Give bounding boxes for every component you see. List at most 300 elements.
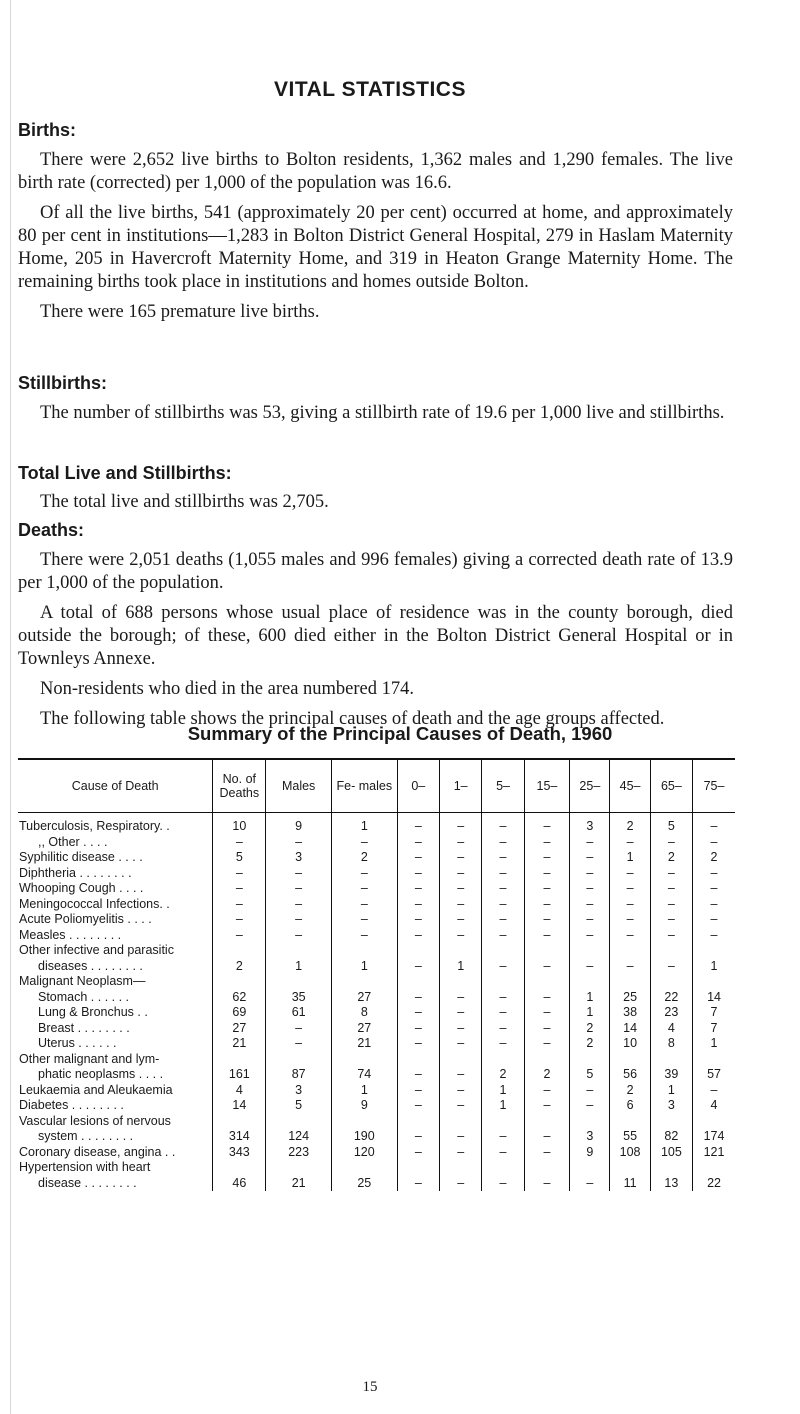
table-header-row	[18, 759, 735, 813]
value-cell: –	[650, 881, 692, 897]
cause-cell: Malignant Neoplasm—	[18, 974, 213, 990]
table-body	[18, 813, 735, 1192]
table-row	[18, 990, 735, 1006]
value-cell: 10	[213, 813, 266, 835]
value-cell: 1	[650, 1083, 692, 1099]
value-cell: 4	[710, 1098, 718, 1112]
value-cell: 14	[610, 1021, 650, 1037]
value-cell: 8	[650, 1036, 692, 1052]
value-cell: –	[397, 881, 439, 897]
value-cell: 190	[331, 1129, 397, 1145]
value-cell	[610, 1052, 650, 1068]
value-cell: –	[482, 1129, 524, 1145]
cause-cell: Meningococcal Infections. .	[18, 897, 213, 913]
value-cell: –	[482, 959, 524, 975]
value-cell: –	[610, 912, 650, 928]
value-cell: –	[650, 897, 692, 913]
header-age-15: 15–	[524, 759, 570, 813]
value-cell: 5	[650, 813, 692, 835]
value-cell	[693, 943, 735, 959]
cause-cell: Diphtheria . . . . . . . .	[18, 866, 213, 882]
value-cell: –	[397, 1036, 439, 1052]
value-cell: 2	[570, 1021, 610, 1037]
value-cell: 21	[213, 1036, 266, 1052]
value-cell: –	[397, 850, 439, 866]
value-cell: 27	[331, 990, 397, 1006]
value-cell: 14	[707, 989, 721, 1004]
value-cell	[266, 1160, 332, 1176]
value-cell: –	[524, 813, 570, 835]
value-cell: 2	[570, 1036, 610, 1052]
table-row	[18, 1145, 735, 1161]
value-cell: –	[524, 835, 570, 851]
page-title: VITAL STATISTICS	[274, 78, 466, 101]
value-cell: 2	[482, 1067, 524, 1083]
value-cell: –	[266, 912, 332, 928]
value-cell: –	[331, 835, 397, 851]
value-cell: –	[213, 866, 266, 882]
table-row	[18, 974, 735, 990]
value-cell: 62	[213, 990, 266, 1006]
value-cell: 3	[570, 813, 610, 835]
value-cell	[570, 943, 610, 959]
value-cell	[610, 974, 650, 990]
value-cell	[650, 974, 692, 990]
value-cell: –	[524, 866, 570, 882]
value-cell: 2	[331, 850, 397, 866]
deaths-paragraph-2: A total of 688 persons whose usual place of residence was in the county borough, died outside the borough; of these, 600 died either in the Bolton District General Hospital or in Townleys Annexe.	[18, 603, 733, 669]
value-cell: –	[439, 813, 481, 835]
value-cell: –	[397, 990, 439, 1006]
value-cell: –	[650, 835, 692, 851]
cause-cell: system . . . . . . . .	[18, 1129, 213, 1145]
value-cell: 1	[570, 1005, 610, 1021]
value-cell: 7	[710, 1005, 718, 1019]
deaths-section	[18, 519, 733, 731]
value-cell: –	[266, 866, 332, 882]
births-section	[18, 119, 733, 324]
value-cell: 5	[570, 1067, 610, 1083]
value-cell: –	[524, 1145, 570, 1161]
value-cell: –	[397, 1021, 439, 1037]
value-cell: 25	[331, 1176, 397, 1192]
value-cell: –	[570, 881, 610, 897]
births-paragraph-2: Of all the live births, 541 (approximately 20 per cent) occurred at home, and approximately 80 per cent in institutions—1,283 in Bolton District General Hospital, 279 in Haslam Maternity Home, 205 in Havercroft Maternity Home, and 319 in Heaton Grange Maternity Home. The remaining births took place in institutions and homes outside Bolton.	[18, 203, 733, 292]
value-cell: –	[266, 897, 332, 913]
value-cell: 69	[213, 1005, 266, 1021]
value-cell: –	[650, 928, 692, 944]
value-cell	[213, 1052, 266, 1068]
header-deaths: No. of Deaths	[213, 759, 266, 813]
value-cell: –	[570, 1083, 610, 1099]
value-cell: –	[439, 1005, 481, 1021]
value-cell	[570, 1052, 610, 1068]
stillbirths-paragraph: The number of stillbirths was 53, giving a stillbirth rate of 19.6 per 1,000 live and stillbirths.	[40, 403, 725, 423]
value-cell: –	[650, 912, 692, 928]
page-number: 15	[362, 1379, 378, 1395]
cause-cell: Acute Poliomyelitis . . . .	[18, 912, 213, 928]
value-cell: 108	[610, 1145, 650, 1161]
value-cell: –	[710, 819, 718, 833]
value-cell	[482, 1160, 524, 1176]
value-cell	[213, 943, 266, 959]
value-cell: –	[397, 866, 439, 882]
table-row	[18, 1021, 735, 1037]
value-cell: –	[482, 1005, 524, 1021]
value-cell: 1	[331, 959, 397, 975]
value-cell: –	[570, 1176, 610, 1192]
table-row	[18, 912, 735, 928]
value-cell: –	[524, 1005, 570, 1021]
value-cell: –	[439, 1036, 481, 1052]
value-cell: –	[213, 928, 266, 944]
value-cell: –	[570, 928, 610, 944]
value-cell: 7	[710, 1020, 718, 1035]
value-cell: 1	[710, 1036, 718, 1050]
value-cell	[439, 1052, 481, 1068]
value-cell: –	[710, 896, 718, 911]
table-row	[18, 1036, 735, 1052]
value-cell: 2	[213, 959, 266, 975]
value-cell	[331, 943, 397, 959]
value-cell: –	[397, 912, 439, 928]
value-cell: 1	[331, 813, 397, 835]
value-cell	[397, 1052, 439, 1068]
value-cell: 11	[610, 1176, 650, 1192]
value-cell: 3	[266, 850, 332, 866]
value-cell: 82	[650, 1129, 692, 1145]
value-cell: 39	[650, 1067, 692, 1083]
value-cell: –	[397, 1129, 439, 1145]
deaths-heading: Deaths:	[18, 520, 85, 540]
value-cell: –	[570, 1098, 610, 1114]
cause-cell: Coronary disease, angina . .	[18, 1145, 213, 1161]
value-cell: –	[482, 1021, 524, 1037]
cause-cell: Leukaemia and Aleukaemia	[18, 1083, 213, 1099]
value-cell: 1	[266, 959, 332, 975]
value-cell	[524, 1114, 570, 1130]
births-heading: Births:	[18, 120, 76, 140]
value-cell: –	[439, 928, 481, 944]
table-row	[18, 959, 735, 975]
value-cell: –	[331, 912, 397, 928]
value-cell: 9	[266, 813, 332, 835]
cause-cell: Other malignant and lym-	[18, 1052, 213, 1068]
header-age-1: 1–	[439, 759, 481, 813]
value-cell	[610, 1114, 650, 1130]
value-cell: 5	[213, 850, 266, 866]
stillbirths-heading: Stillbirths:	[18, 373, 107, 393]
cause-cell: Uterus . . . . . .	[18, 1036, 213, 1052]
value-cell: –	[482, 897, 524, 913]
cause-cell: Measles . . . . . . . .	[18, 928, 213, 944]
header-females: Fe- males	[331, 759, 397, 813]
value-cell: –	[610, 881, 650, 897]
cause-cell: Diabetes . . . . . . . .	[18, 1098, 213, 1114]
cause-cell: Vascular lesions of nervous	[18, 1114, 213, 1130]
value-cell	[570, 1114, 610, 1130]
value-cell: –	[439, 990, 481, 1006]
value-cell: –	[650, 959, 692, 975]
header-age-5: 5–	[482, 759, 524, 813]
cause-cell: Syphilitic disease . . . .	[18, 850, 213, 866]
value-cell: –	[570, 959, 610, 975]
total-births-heading: Total Live and Stillbirths:	[18, 463, 232, 483]
value-cell	[439, 1160, 481, 1176]
value-cell: –	[482, 1176, 524, 1192]
value-cell	[397, 943, 439, 959]
header-age-0: 0–	[397, 759, 439, 813]
value-cell	[693, 974, 735, 990]
value-cell: –	[524, 1021, 570, 1037]
table-row	[18, 928, 735, 944]
value-cell: 27	[213, 1021, 266, 1037]
value-cell: –	[524, 881, 570, 897]
value-cell: –	[610, 866, 650, 882]
value-cell	[266, 974, 332, 990]
table-row	[18, 1098, 735, 1114]
value-cell: –	[397, 813, 439, 835]
value-cell: –	[524, 928, 570, 944]
value-cell: –	[213, 897, 266, 913]
value-cell	[693, 1114, 735, 1130]
value-cell: 61	[266, 1005, 332, 1021]
value-cell: –	[570, 835, 610, 851]
value-cell	[439, 943, 481, 959]
value-cell: 57	[707, 1067, 721, 1081]
value-cell: 9	[331, 1098, 397, 1114]
value-cell: –	[331, 928, 397, 944]
value-cell: 161	[213, 1067, 266, 1083]
value-cell: 1	[439, 959, 481, 975]
value-cell: –	[439, 1129, 481, 1145]
cause-cell: Hypertension with heart	[18, 1160, 213, 1176]
table-row	[18, 1176, 735, 1192]
value-cell: –	[397, 897, 439, 913]
value-cell: –	[266, 928, 332, 944]
value-cell: 2	[710, 850, 718, 864]
cause-cell: ,, Other . . . .	[18, 835, 213, 851]
value-cell: –	[482, 912, 524, 928]
value-cell: –	[710, 1082, 718, 1097]
value-cell: 2	[524, 1067, 570, 1083]
table-row	[18, 943, 735, 959]
value-cell: 22	[707, 1175, 721, 1190]
value-cell: –	[266, 835, 332, 851]
value-cell: –	[524, 1176, 570, 1192]
cause-cell: Breast . . . . . . . .	[18, 1021, 213, 1037]
value-cell: –	[213, 912, 266, 928]
deaths-paragraph-1: There were 2,051 deaths (1,055 males and 996 females) giving a corrected death rate of 13.9 per 1,000 of the population.	[18, 550, 733, 593]
value-cell: –	[524, 850, 570, 866]
value-cell	[610, 1160, 650, 1176]
value-cell	[397, 1160, 439, 1176]
value-cell	[439, 974, 481, 990]
value-cell: –	[397, 1067, 439, 1083]
value-cell	[482, 974, 524, 990]
value-cell: 13	[650, 1176, 692, 1192]
value-cell: –	[331, 866, 397, 882]
cause-cell: Whooping Cough . . . .	[18, 881, 213, 897]
value-cell: –	[331, 881, 397, 897]
value-cell	[482, 1052, 524, 1068]
table-row	[18, 1114, 735, 1130]
value-cell: –	[397, 1145, 439, 1161]
value-cell: 46	[213, 1176, 266, 1192]
value-cell	[482, 1114, 524, 1130]
value-cell	[331, 1114, 397, 1130]
value-cell: –	[439, 1021, 481, 1037]
value-cell: 25	[610, 990, 650, 1006]
value-cell	[693, 1160, 735, 1176]
value-cell: 8	[331, 1005, 397, 1021]
value-cell	[397, 1114, 439, 1130]
header-males: Males	[266, 759, 332, 813]
value-cell	[524, 1052, 570, 1068]
value-cell: –	[439, 1145, 481, 1161]
births-paragraph-1: There were 2,652 live births to Bolton residents, 1,362 males and 1,290 females. The live birth rate (corrected) per 1,000 of the population was 16.6.	[18, 150, 733, 193]
value-cell: 124	[266, 1129, 332, 1145]
value-cell: –	[524, 912, 570, 928]
value-cell: 223	[266, 1145, 332, 1161]
cause-cell: disease . . . . . . . .	[18, 1176, 213, 1192]
value-cell	[570, 1160, 610, 1176]
table-row	[18, 813, 735, 835]
value-cell: 4	[650, 1021, 692, 1037]
value-cell: 56	[610, 1067, 650, 1083]
value-cell: 2	[650, 850, 692, 866]
value-cell	[524, 943, 570, 959]
value-cell: 4	[213, 1083, 266, 1099]
value-cell: –	[610, 928, 650, 944]
value-cell: 22	[650, 990, 692, 1006]
value-cell: 3	[266, 1083, 332, 1099]
table-row	[18, 1005, 735, 1021]
value-cell: –	[439, 881, 481, 897]
table-row	[18, 897, 735, 913]
value-cell	[331, 1052, 397, 1068]
value-cell: 23	[650, 1005, 692, 1021]
cause-cell: phatic neoplasms . . . .	[18, 1067, 213, 1083]
value-cell: –	[710, 912, 718, 926]
value-cell	[570, 974, 610, 990]
value-cell: –	[610, 835, 650, 851]
value-cell: –	[439, 850, 481, 866]
table-row	[18, 1129, 735, 1145]
value-cell: 9	[570, 1145, 610, 1161]
value-cell: –	[482, 928, 524, 944]
value-cell: 2	[610, 813, 650, 835]
value-cell: 87	[266, 1067, 332, 1083]
value-cell: –	[397, 1176, 439, 1192]
table-row	[18, 835, 735, 851]
value-cell: –	[524, 897, 570, 913]
value-cell: –	[331, 897, 397, 913]
value-cell: –	[397, 1005, 439, 1021]
value-cell: 1	[482, 1098, 524, 1114]
table-title: Summary of the Principal Causes of Death, 1960	[187, 723, 613, 744]
deaths-paragraph-4: The following table shows the principal causes of death and the age groups affected.	[40, 709, 665, 729]
value-cell: –	[482, 835, 524, 851]
value-cell	[610, 943, 650, 959]
value-cell	[524, 1160, 570, 1176]
value-cell: 2	[610, 1083, 650, 1099]
value-cell: –	[213, 881, 266, 897]
value-cell: 314	[213, 1129, 266, 1145]
header-cause: Cause of Death	[18, 759, 213, 813]
value-cell	[439, 1114, 481, 1130]
value-cell: –	[524, 1098, 570, 1114]
value-cell: 5	[266, 1098, 332, 1114]
table-row	[18, 1052, 735, 1068]
value-cell: –	[710, 927, 718, 942]
deaths-paragraph-3: Non-residents who died in the area numbered 174.	[40, 679, 415, 699]
value-cell: 10	[610, 1036, 650, 1052]
value-cell: –	[397, 1083, 439, 1099]
value-cell	[650, 1052, 692, 1068]
value-cell: –	[439, 835, 481, 851]
page-binding-edge	[10, 0, 11, 1414]
stillbirths-section	[18, 372, 733, 425]
table-row	[18, 866, 735, 882]
value-cell: –	[266, 1021, 332, 1037]
cause-cell: Stomach . . . . . .	[18, 990, 213, 1006]
value-cell: –	[570, 850, 610, 866]
value-cell: 1	[710, 958, 718, 973]
value-cell: –	[482, 1145, 524, 1161]
table-row	[18, 1160, 735, 1176]
value-cell	[524, 974, 570, 990]
value-cell: 74	[331, 1067, 397, 1083]
value-cell: –	[266, 1036, 332, 1052]
value-cell	[266, 943, 332, 959]
value-cell	[213, 1160, 266, 1176]
header-age-75: 75–	[693, 759, 735, 813]
table-row	[18, 850, 735, 866]
value-cell	[650, 1114, 692, 1130]
value-cell	[693, 1052, 735, 1068]
value-cell: –	[524, 959, 570, 975]
value-cell: 121	[703, 1144, 725, 1159]
value-cell	[266, 1052, 332, 1068]
value-cell: –	[482, 881, 524, 897]
value-cell: –	[439, 912, 481, 928]
value-cell: –	[524, 1083, 570, 1099]
value-cell: –	[650, 866, 692, 882]
causes-of-death-table	[18, 758, 735, 1191]
births-paragraph-3: There were 165 premature live births.	[40, 302, 320, 322]
value-cell: 1	[331, 1083, 397, 1099]
value-cell: 1	[610, 850, 650, 866]
value-cell: –	[439, 866, 481, 882]
value-cell: –	[524, 1129, 570, 1145]
value-cell	[213, 1114, 266, 1130]
value-cell: 1	[482, 1083, 524, 1099]
total-births-section	[18, 462, 733, 514]
value-cell: 27	[331, 1021, 397, 1037]
value-cell: –	[710, 834, 718, 849]
value-cell: –	[397, 928, 439, 944]
value-cell	[213, 974, 266, 990]
header-age-25: 25–	[570, 759, 610, 813]
cause-cell: Tuberculosis, Respiratory. .	[18, 813, 213, 835]
value-cell: –	[524, 1036, 570, 1052]
value-cell: 343	[213, 1145, 266, 1161]
value-cell: –	[710, 865, 718, 880]
table-row	[18, 1067, 735, 1083]
value-cell	[331, 974, 397, 990]
value-cell: –	[439, 1098, 481, 1114]
